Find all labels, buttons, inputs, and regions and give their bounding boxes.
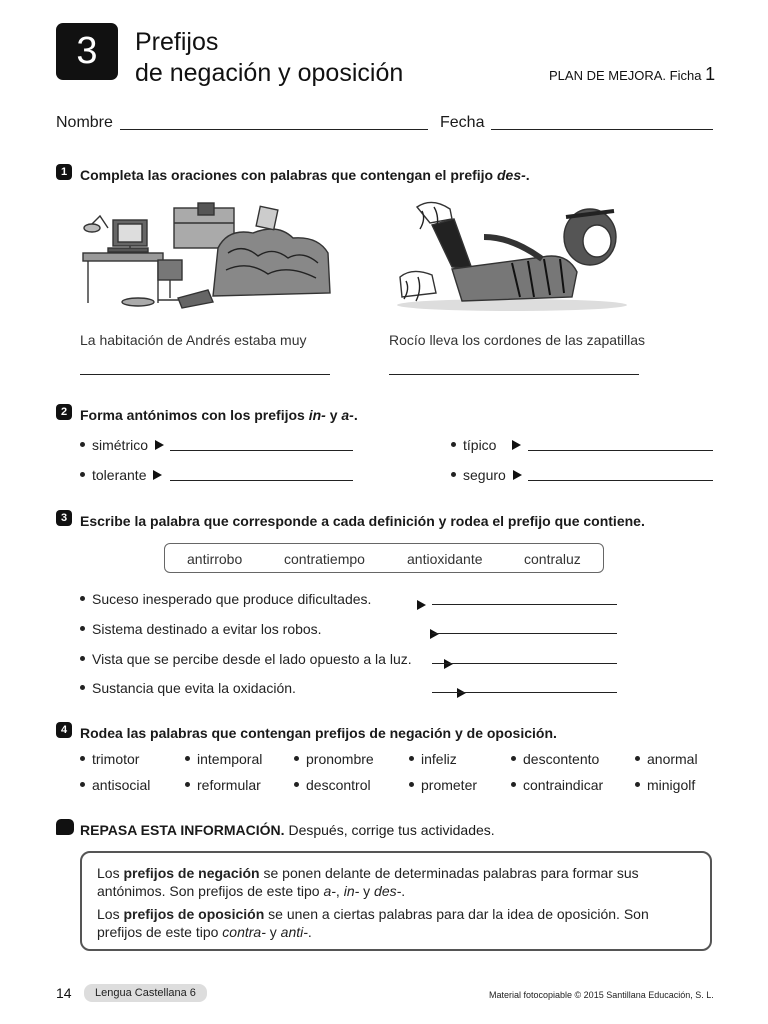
ex2-item-tipico: típico — [451, 437, 521, 453]
answer-line-tolerante[interactable] — [170, 480, 353, 481]
ex3-definition-1: Suceso inesperado que produce dificultades. — [80, 591, 371, 607]
ex4-word[interactable]: descontento — [511, 751, 599, 767]
arrow-icon — [153, 470, 162, 480]
ex4-word[interactable]: anormal — [635, 751, 698, 767]
word-bank-item: antirrobo — [187, 551, 243, 567]
plan-label — [549, 64, 715, 85]
book-title-tab: Lengua Castellana 6 — [84, 984, 207, 1002]
page-title — [135, 27, 403, 89]
bullet — [80, 472, 85, 477]
bullet — [451, 472, 456, 477]
title-line-1: Prefijos — [135, 28, 219, 56]
copyright-notice: Material fotocopiable © 2015 Santillana Educación, S. L. — [489, 990, 714, 1000]
ex4-word[interactable]: reformular — [185, 777, 261, 793]
page-number: 14 — [56, 985, 72, 1001]
plan-text: PLAN DE MEJORA. Ficha — [549, 68, 702, 83]
answer-line-simetrico[interactable] — [170, 450, 353, 451]
date-field[interactable] — [491, 129, 713, 130]
bullet — [80, 685, 85, 690]
answer-line-def-4[interactable] — [432, 692, 617, 693]
exercise-3-number: 3 — [56, 510, 72, 526]
unit-number-badge — [56, 23, 118, 80]
word-bank — [164, 543, 604, 573]
answer-line-def-1[interactable] — [432, 604, 617, 605]
ex4-word[interactable]: descontrol — [294, 777, 371, 793]
ex2-item-tolerante: tolerante — [80, 467, 162, 483]
unit-number: 3 — [76, 30, 98, 72]
answer-line-tipico[interactable] — [528, 450, 713, 451]
sentence-andres: La habitación de Andrés estaba muy — [80, 332, 307, 348]
ex4-word[interactable]: minigolf — [635, 777, 695, 793]
info-paragraph-negation: Los prefijos de negación se ponen delante de determinadas palabras para formar sus antónimos. Son prefijos de este tipo a-, in- y des-. — [97, 865, 639, 899]
messy-room-illustration — [78, 198, 338, 316]
ex3-definition-2: Sistema destinado a evitar los robos. — [80, 621, 322, 637]
plan-number: 1 — [705, 64, 716, 84]
ex2-item-seguro: seguro — [451, 467, 522, 483]
review-heading: REPASA ESTA INFORMACIÓN. Después, corrige tus actividades. — [80, 822, 495, 838]
exercise-4-instruction: Rodea las palabras que contengan prefijos de negación y de oposición. — [80, 725, 557, 741]
name-field[interactable] — [120, 129, 428, 130]
bullet — [80, 442, 85, 447]
ex3-definition-4: Sustancia que evita la oxidación. — [80, 680, 296, 696]
ex3-definition-3: Vista que se percibe desde el lado opuesto a la luz. — [80, 651, 412, 667]
ex4-word[interactable]: antisocial — [80, 777, 150, 793]
word-bank-item: contraluz — [524, 551, 581, 567]
word-bank-item: contratiempo — [284, 551, 365, 567]
title-line-2: de negación y oposición — [135, 59, 404, 87]
name-label: Nombre — [56, 114, 113, 131]
bullet — [80, 596, 85, 601]
exercise-2-instruction: Forma antónimos con los prefijos in- y a-. — [80, 407, 358, 423]
ex4-word[interactable]: contraindicar — [511, 777, 603, 793]
exercise-4-number: 4 — [56, 722, 72, 738]
ex4-word[interactable]: intemporal — [185, 751, 262, 767]
arrow-icon — [512, 440, 521, 450]
exercise-2-number: 2 — [56, 404, 72, 420]
answer-line-rocio[interactable] — [389, 374, 639, 375]
bullet — [451, 442, 456, 447]
exercise-1-number: 1 — [56, 164, 72, 180]
ex4-word[interactable]: infeliz — [409, 751, 457, 767]
info-paragraph-opposition: Los prefijos de oposición se unen a ciertas palabras para dar la idea de oposición. Son prefijos de este tipo contra- y anti-. — [97, 906, 649, 940]
review-icon — [56, 819, 74, 835]
ex2-item-simetrico: simétrico — [80, 437, 164, 453]
word-bank-item: antioxidante — [407, 551, 483, 567]
bullet — [80, 656, 85, 661]
girl-shoes-illustration — [392, 197, 632, 315]
ex4-word[interactable]: trimotor — [80, 751, 139, 767]
exercise-1-instruction: Completa las oraciones con palabras que contengan el prefijo des-. — [80, 167, 530, 183]
exercise-3-instruction: Escribe la palabra que corresponde a cada definición y rodea el prefijo que contiene. — [80, 513, 645, 529]
bullet — [80, 626, 85, 631]
answer-line-andres[interactable] — [80, 374, 330, 375]
arrow-icon — [155, 440, 164, 450]
answer-line-def-3[interactable] — [432, 663, 617, 664]
date-label: Fecha — [440, 114, 485, 131]
ex4-word[interactable]: prometer — [409, 777, 477, 793]
answer-line-def-2[interactable] — [432, 633, 617, 634]
info-box — [80, 851, 712, 951]
arrow-icon — [417, 600, 426, 610]
ex4-word[interactable]: pronombre — [294, 751, 374, 767]
arrow-icon — [513, 470, 522, 480]
sentence-rocio: Rocío lleva los cordones de las zapatillas — [389, 332, 646, 348]
answer-line-seguro[interactable] — [528, 480, 713, 481]
